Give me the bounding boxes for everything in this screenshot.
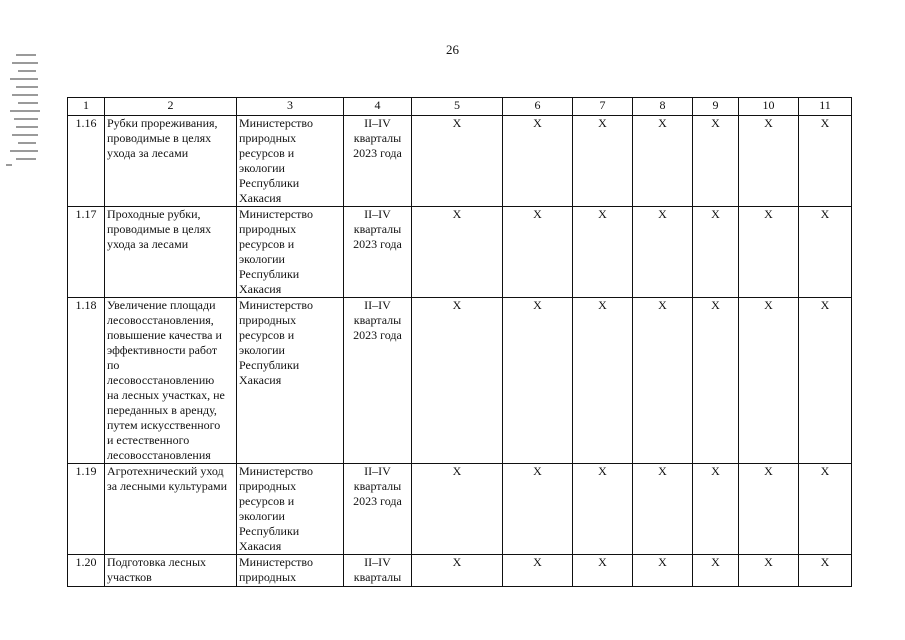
cell-line: по — [107, 358, 120, 372]
mark-cell: Х — [693, 464, 739, 555]
cell-line: природных — [239, 479, 297, 493]
cell-line: на лесных участках, не — [107, 388, 225, 402]
cell-line: природных — [239, 313, 297, 327]
term-cell — [344, 207, 412, 298]
cell-line: Хакасия — [239, 282, 282, 296]
cell-line: ухода за лесами — [107, 146, 189, 160]
column-number-header: 4 — [344, 98, 412, 116]
executor-cell — [237, 116, 344, 207]
header-row — [68, 98, 852, 116]
mark-cell: Х — [503, 555, 573, 587]
column-number-header: 7 — [573, 98, 633, 116]
mark-cell: Х — [739, 555, 799, 587]
mark-cell: Х — [503, 116, 573, 207]
page-number: 26 — [446, 42, 459, 57]
cell-line: Хакасия — [239, 373, 282, 387]
column-number-header: 8 — [633, 98, 693, 116]
cell-line: природных — [239, 222, 297, 236]
cell-line: Хакасия — [239, 539, 282, 553]
cell-line: Министерство — [239, 207, 313, 221]
cell-line: и естественного — [107, 433, 190, 447]
cell-line: за лесными культурами — [107, 479, 228, 493]
cell-line: Республики — [239, 358, 300, 372]
cell-line: ресурсов и — [239, 494, 295, 508]
cell-line: Агротехнический уход — [107, 464, 224, 478]
cell-line: ресурсов и — [239, 146, 295, 160]
term-cell — [344, 298, 412, 464]
executor-cell — [237, 555, 344, 587]
mark-cell: Х — [799, 207, 852, 298]
cell-line: кварталы — [353, 479, 402, 493]
cell-line: переданных в аренду, — [107, 403, 217, 417]
activity-name-cell — [105, 298, 237, 464]
row-number-cell: 1.20 — [68, 555, 105, 587]
row-number-cell: 1.19 — [68, 464, 105, 555]
cell-line: кварталы — [353, 570, 402, 584]
column-number-header: 6 — [503, 98, 573, 116]
cell-line: экологии — [239, 161, 285, 175]
mark-cell: Х — [633, 555, 693, 587]
mark-cell: Х — [573, 298, 633, 464]
column-number-header: 3 — [237, 98, 344, 116]
scan-artifact — [6, 52, 46, 167]
cell-line: 2023 года — [353, 328, 402, 342]
cell-line: II–IV — [364, 116, 391, 130]
column-number-header: 2 — [105, 98, 237, 116]
mark-cell: Х — [633, 464, 693, 555]
mark-cell: Х — [573, 555, 633, 587]
mark-cell: Х — [799, 464, 852, 555]
activity-name-cell — [105, 555, 237, 587]
cell-line: II–IV — [364, 464, 391, 478]
mark-cell: Х — [412, 116, 503, 207]
mark-cell: Х — [739, 464, 799, 555]
cell-line: ухода за лесами — [107, 237, 189, 251]
cell-line: II–IV — [364, 298, 391, 312]
executor-cell — [237, 464, 344, 555]
table-row — [68, 464, 852, 555]
cell-line: лесовосстановлению — [107, 373, 215, 387]
mark-cell: Х — [633, 207, 693, 298]
term-cell — [344, 464, 412, 555]
executor-cell — [237, 207, 344, 298]
cell-line: лесовосстановления, — [107, 313, 214, 327]
cell-line: ресурсов и — [239, 237, 295, 251]
table-row — [68, 298, 852, 464]
cell-line: кварталы — [353, 131, 402, 145]
cell-line: лесовосстановления — [107, 448, 211, 462]
cell-line: проводимые в целях — [107, 131, 212, 145]
mark-cell: Х — [503, 207, 573, 298]
cell-line: Увеличение площади — [107, 298, 216, 312]
cell-line: экологии — [239, 343, 285, 357]
cell-line: Подготовка лесных — [107, 555, 207, 569]
cell-line: участков — [107, 570, 152, 584]
mark-cell: Х — [799, 555, 852, 587]
cell-line: ресурсов и — [239, 328, 295, 342]
executor-cell — [237, 298, 344, 464]
cell-line: экологии — [239, 252, 285, 266]
mark-cell: Х — [412, 298, 503, 464]
table-row — [68, 555, 852, 587]
row-number-cell: 1.16 — [68, 116, 105, 207]
mark-cell: Х — [412, 207, 503, 298]
mark-cell: Х — [739, 298, 799, 464]
cell-line: Хакасия — [239, 191, 282, 205]
cell-line: кварталы — [353, 313, 402, 327]
mark-cell: Х — [693, 298, 739, 464]
mark-cell: Х — [633, 298, 693, 464]
cell-line: путем искусственного — [107, 418, 221, 432]
table-row — [68, 116, 852, 207]
cell-line: II–IV — [364, 207, 391, 221]
row-number-cell: 1.17 — [68, 207, 105, 298]
cell-line: Министерство — [239, 555, 313, 569]
cell-line: кварталы — [353, 222, 402, 236]
activity-name-cell — [105, 207, 237, 298]
cell-line: Проходные рубки, — [107, 207, 201, 221]
mark-cell: Х — [799, 116, 852, 207]
cell-line: II–IV — [364, 555, 391, 569]
cell-line: Республики — [239, 524, 300, 538]
mark-cell: Х — [739, 116, 799, 207]
column-number-header: 11 — [799, 98, 852, 116]
cell-line: 2023 года — [353, 146, 402, 160]
mark-cell: Х — [633, 116, 693, 207]
mark-cell: Х — [693, 116, 739, 207]
row-number-cell: 1.18 — [68, 298, 105, 464]
mark-cell: Х — [799, 298, 852, 464]
mark-cell: Х — [739, 207, 799, 298]
cell-line: проводимые в целях — [107, 222, 212, 236]
mark-cell: Х — [573, 207, 633, 298]
cell-line: эффективности работ — [107, 343, 218, 357]
cell-line: природных — [239, 131, 297, 145]
cell-line: Министерство — [239, 464, 313, 478]
term-cell — [344, 116, 412, 207]
activity-name-cell — [105, 464, 237, 555]
plan-table-body — [68, 116, 852, 587]
cell-line: повышение качества и — [107, 328, 222, 342]
cell-line: экологии — [239, 509, 285, 523]
plan-table — [67, 97, 852, 587]
mark-cell: Х — [412, 464, 503, 555]
mark-cell: Х — [503, 464, 573, 555]
cell-line: природных — [239, 570, 297, 584]
mark-cell: Х — [412, 555, 503, 587]
mark-cell: Х — [573, 464, 633, 555]
cell-line: Рубки прореживания, — [107, 116, 218, 130]
cell-line: Министерство — [239, 298, 313, 312]
column-number-header: 5 — [412, 98, 503, 116]
column-number-header: 10 — [739, 98, 799, 116]
mark-cell: Х — [693, 555, 739, 587]
column-number-header: 1 — [68, 98, 105, 116]
mark-cell: Х — [503, 298, 573, 464]
column-number-header: 9 — [693, 98, 739, 116]
term-cell — [344, 555, 412, 587]
cell-line: Республики — [239, 176, 300, 190]
mark-cell: Х — [693, 207, 739, 298]
cell-line: Республики — [239, 267, 300, 281]
activity-name-cell — [105, 116, 237, 207]
cell-line: 2023 года — [353, 237, 402, 251]
mark-cell: Х — [573, 116, 633, 207]
cell-line: Министерство — [239, 116, 313, 130]
table-row — [68, 207, 852, 298]
cell-line: 2023 года — [353, 494, 402, 508]
